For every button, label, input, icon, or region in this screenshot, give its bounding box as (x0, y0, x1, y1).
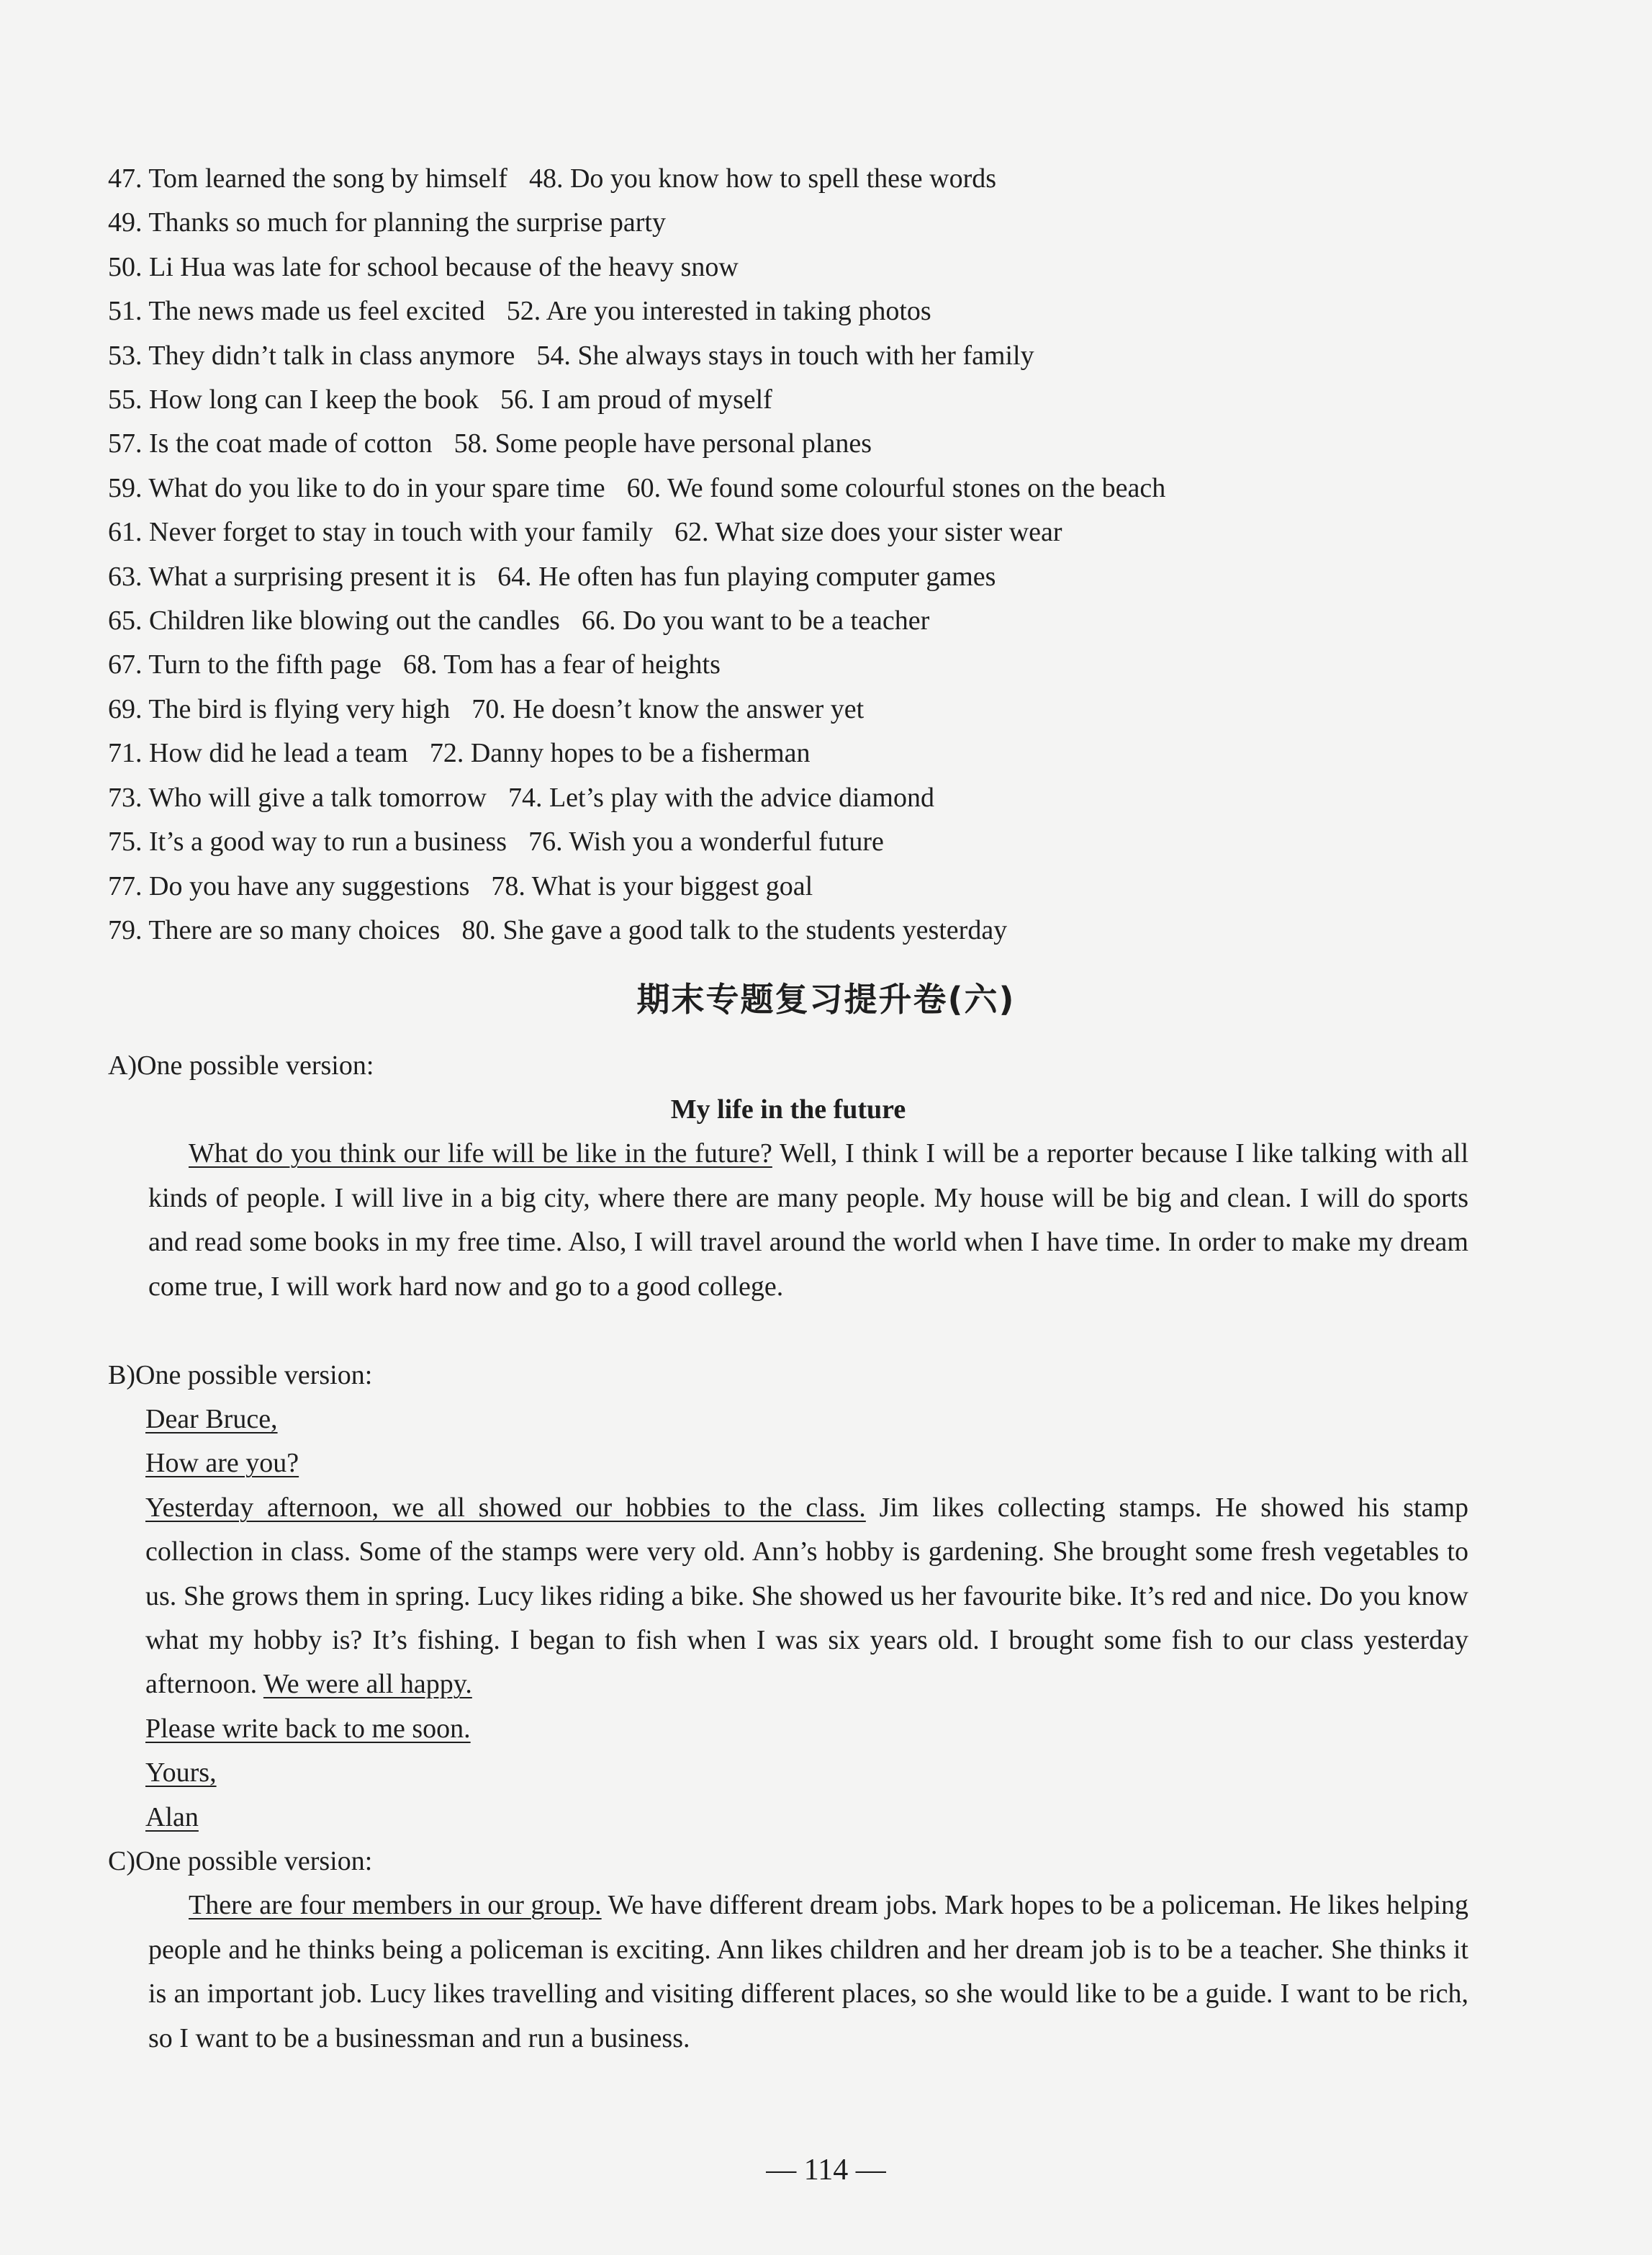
part-a-body: Well, I think I will be a reporter because I like talking with all kinds of people. I will live in a big city, where there are many people. My house will be big and clean. I will do sports and read some books in my free time. Also, I will travel around the world when I have time. In order to make my dream come true, I will work hard now and go to a good college. (148, 1138, 1468, 1302)
part-b (108, 1354, 1468, 1840)
answer-item: 72. Danny hopes to be a fisherman (429, 738, 811, 769)
letter-underlined-first: Yesterday afternoon, we all showed our hobbies to the class. (145, 1492, 866, 1523)
answer-item: 54. She always stays in touch with her family (536, 340, 1034, 371)
answer-item: 60. We found some colourful stones on the beach (626, 472, 1166, 503)
answer-item: 49. Thanks so much for planning the surprise party (108, 207, 666, 238)
answer-item: 69. The bird is flying very high (108, 693, 451, 724)
letter-greeting: Dear Bruce, (145, 1404, 278, 1434)
answer-line (108, 599, 1476, 643)
answer-line (108, 865, 1476, 909)
answer-item: 79. There are so many choices (108, 914, 441, 945)
answer-item: 67. Turn to the fifth page (108, 649, 382, 680)
answer-list (108, 157, 1476, 953)
answer-line (108, 422, 1476, 466)
letter-opening: How are you? (145, 1448, 299, 1479)
answer-item: 59. What do you like to do in your spare time (108, 472, 605, 503)
answer-item: 62. What size does your sister wear (674, 517, 1062, 548)
answer-item: 78. What is your biggest goal (491, 870, 813, 901)
part-c-body: We have different dream jobs. Mark hopes to be a policeman. He likes helping people and he thinks being a policeman is exciting. Ann likes children and her dream job is to be a teacher. She thinks it is an important job. Lucy likes travelling and visiting different places, so she would like to be a guide. I want to be rich, so I want to be a businessman and run a business. (148, 1890, 1469, 2053)
answer-line (108, 157, 1476, 201)
answer-line (108, 643, 1476, 687)
answer-line (108, 732, 1476, 775)
answer-line (108, 201, 1476, 245)
section-title: 期末专题复习提升卷(六) (636, 980, 1016, 1019)
part-c (108, 1840, 1468, 2061)
part-a-paragraph (108, 1132, 1468, 1309)
letter-body (108, 1486, 1468, 1707)
answer-item: 71. How did he lead a team (108, 738, 408, 769)
answer-item: 58. Some people have personal planes (453, 428, 872, 459)
essay-title: My life in the future (670, 1094, 906, 1125)
answer-item: 70. He doesn’t know the answer yet (471, 693, 865, 724)
answer-line (108, 776, 1476, 820)
answer-line (108, 820, 1476, 864)
answer-item: 48. Do you know how to spell these words (528, 163, 997, 194)
answer-line (108, 555, 1476, 599)
answer-item: 55. How long can I keep the book (108, 384, 479, 415)
answer-item: 47. Tom learned the song by himself (108, 163, 507, 194)
answer-item: 56. I am proud of myself (500, 384, 772, 415)
part-a (108, 1044, 1468, 1309)
answer-item: 57. Is the coat made of cotton (108, 428, 433, 459)
part-b-label: B)One possible version: (108, 1360, 373, 1390)
answer-item: 52. Are you interested in taking photos (506, 296, 931, 327)
letter-body-text: Jim likes collecting stamps. He showed his stamp collection in class. Some of the stamps were very old. Ann’s hobby is gardening. She brought some fresh vegetables to us. She grows them in spring. Lucy likes riding a bike. She showed us her favourite bike. It’s red and nice. Do you know what my hobby is? It’s fishing. I began to fish when I was six years old. I brought some fish to our class yesterday afternoon. (145, 1492, 1468, 1700)
letter-closing-line: Please write back to me soon. (145, 1713, 471, 1744)
answer-item: 80. She gave a good talk to the students yesterday (461, 914, 1008, 945)
answer-item: 61. Never forget to stay in touch with your family (108, 517, 654, 548)
answer-item: 73. Who will give a talk tomorrow (108, 782, 487, 813)
answer-item: 75. It’s a good way to run a business (108, 827, 507, 858)
answer-item: 53. They didn’t talk in class anymore (108, 340, 515, 371)
part-a-underlined-opening: What do you think our life will be like in the future? (189, 1138, 772, 1169)
answer-item: 65. Children like blowing out the candles (108, 606, 560, 636)
answer-item: 68. Tom has a fear of heights (402, 649, 721, 680)
part-c-paragraph (108, 1883, 1468, 2061)
answer-line (108, 909, 1476, 953)
answer-line (108, 289, 1476, 333)
answer-line (108, 334, 1476, 378)
answer-item: 63. What a surprising present it is (108, 561, 477, 592)
letter-name: Alan (145, 1801, 199, 1832)
answer-item: 50. Li Hua was late for school because of the heavy snow (108, 251, 739, 282)
part-c-label: C)One possible version: (108, 1846, 373, 1876)
answer-line (108, 510, 1476, 554)
answer-item: 74. Let’s play with the advice diamond (507, 782, 934, 813)
answer-line (108, 688, 1476, 732)
part-a-label: A)One possible version: (108, 1050, 374, 1081)
letter-underlined-end: We were all happy. (263, 1669, 472, 1700)
answer-item: 64. He often has fun playing computer games (497, 561, 996, 592)
answer-line (108, 378, 1476, 422)
answer-line (108, 246, 1476, 289)
answer-item: 51. The news made us feel excited (108, 296, 485, 327)
answer-item: 66. Do you want to be a teacher (581, 606, 930, 636)
answer-item: 76. Wish you a wonderful future (528, 827, 884, 858)
part-c-underlined-opening: There are four members in our group. (189, 1890, 602, 1920)
answer-line (108, 467, 1476, 510)
answer-item: 77. Do you have any suggestions (108, 870, 470, 901)
letter-signoff: Yours, (145, 1757, 217, 1788)
page-number: — 114 — (766, 2153, 886, 2187)
